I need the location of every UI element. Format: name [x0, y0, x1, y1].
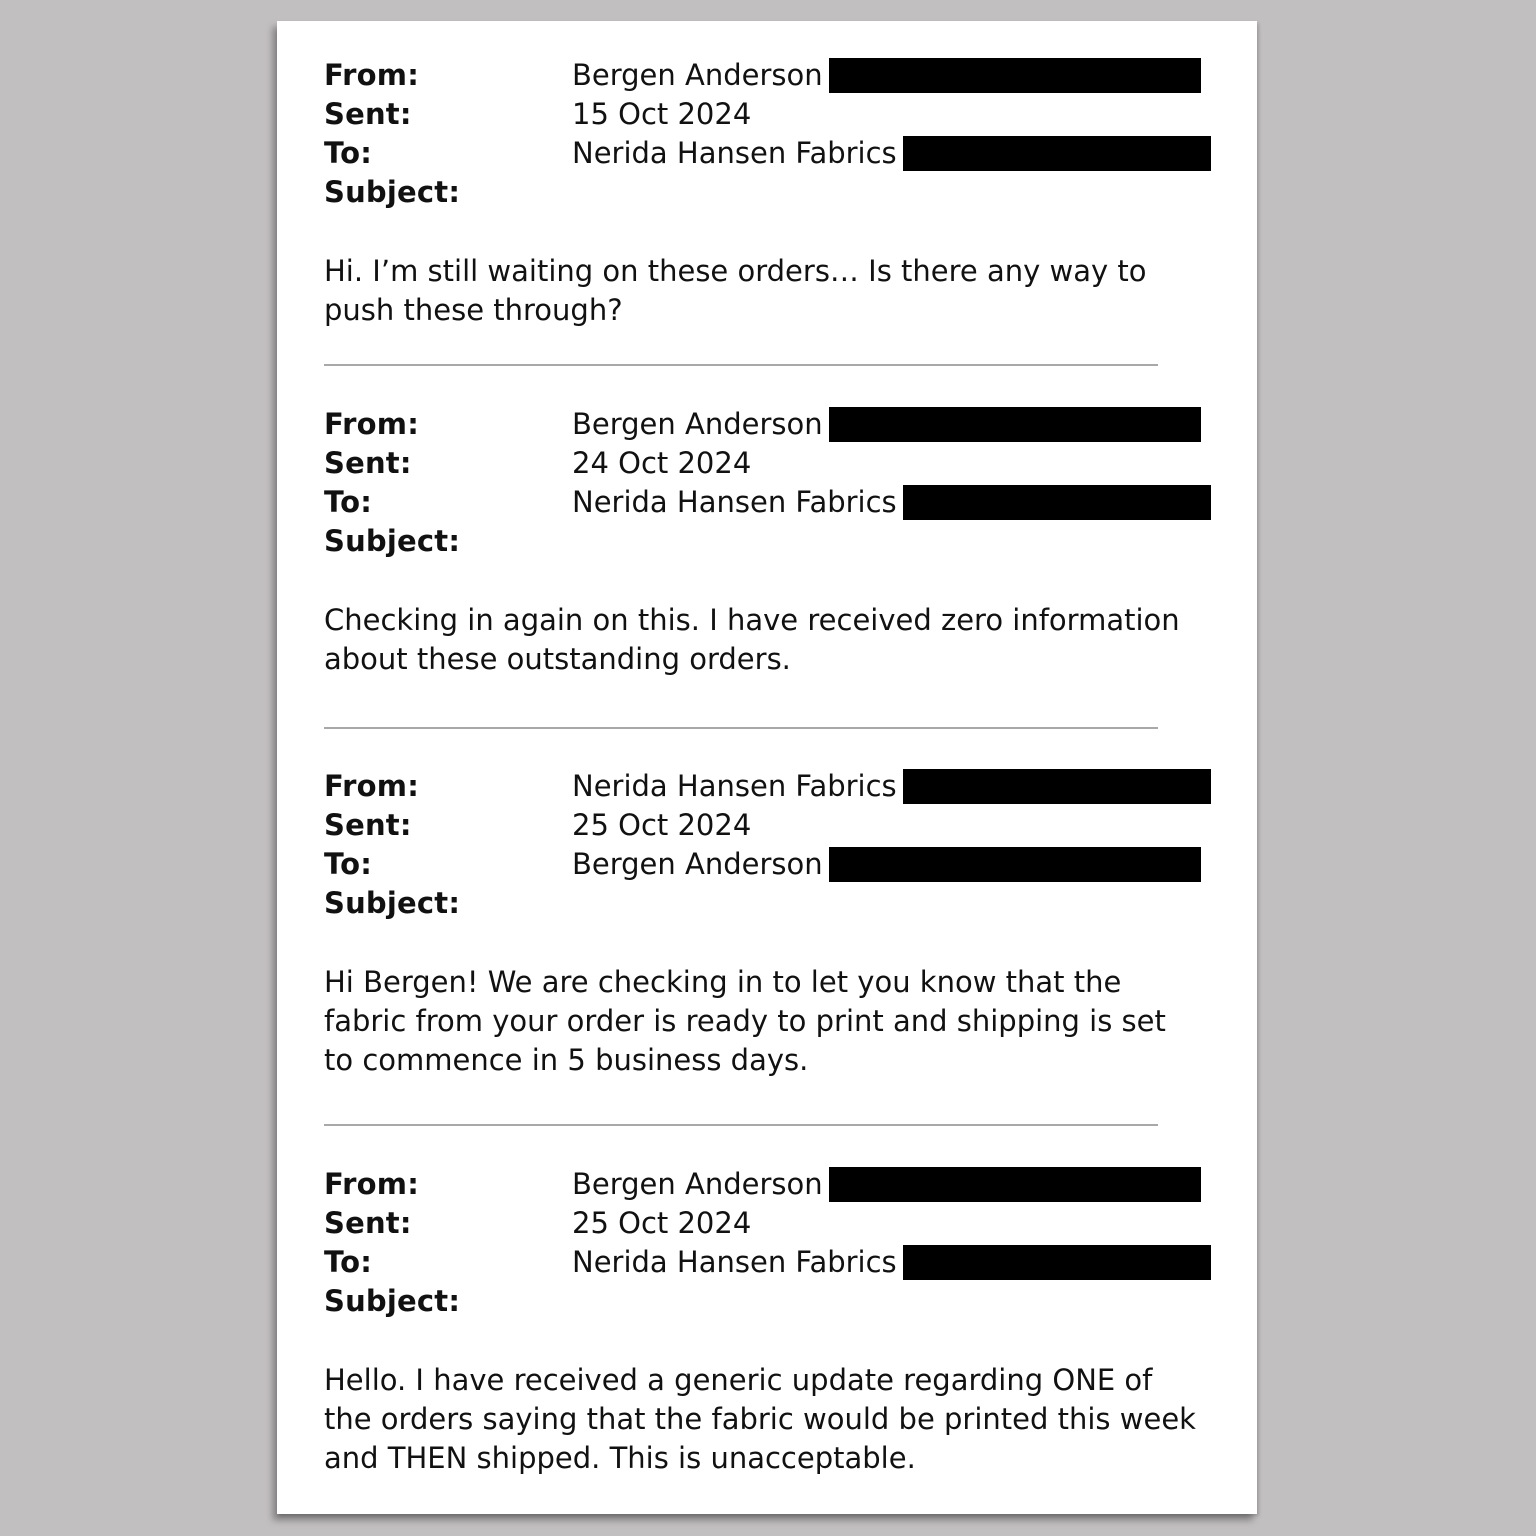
from-row [324, 1165, 1224, 1204]
sent-label: Sent: [324, 97, 412, 131]
sent-value [572, 1204, 751, 1243]
recipient-name: Bergen Anderson [572, 847, 823, 881]
sent-row [324, 444, 1224, 483]
sent-row [324, 1204, 1224, 1243]
to-value [572, 483, 1211, 522]
from-label: From: [324, 58, 419, 92]
from-label: From: [324, 769, 419, 803]
sent-value [572, 444, 751, 483]
subject-label: Subject: [324, 524, 461, 558]
sent-value [572, 95, 751, 134]
subject-label: Subject: [324, 886, 461, 920]
from-label: From: [324, 407, 419, 441]
sender-name: Bergen Anderson [572, 407, 823, 441]
redaction-bar [829, 1167, 1201, 1202]
recipient-name: Nerida Hansen Fabrics [572, 136, 897, 170]
redaction-bar [903, 1245, 1211, 1280]
divider [324, 1124, 1158, 1126]
email-message [324, 405, 1224, 679]
redaction-bar [903, 136, 1211, 171]
redaction-bar [829, 407, 1201, 442]
from-row [324, 767, 1224, 806]
sent-label: Sent: [324, 808, 412, 842]
sender-name: Bergen Anderson [572, 58, 823, 92]
to-row [324, 845, 1224, 884]
to-value [572, 1243, 1211, 1282]
email-message [324, 767, 1224, 1080]
to-label: To: [324, 1245, 373, 1279]
subject-row [324, 522, 1224, 561]
email-printout-page [277, 21, 1257, 1514]
sent-date: 15 Oct 2024 [572, 97, 752, 131]
email-message [324, 1165, 1224, 1478]
to-row [324, 483, 1224, 522]
divider [324, 727, 1158, 729]
recipient-name: Nerida Hansen Fabrics [572, 1245, 897, 1279]
email-body: Hello. I have received a generic update regarding ONE of the orders saying that the fabric would be printed this week and THEN shipped. This is unacceptable. [324, 1363, 1196, 1475]
from-label: From: [324, 1167, 419, 1201]
subject-row [324, 173, 1224, 212]
redaction-bar [903, 769, 1211, 804]
to-label: To: [324, 847, 373, 881]
divider [324, 364, 1158, 366]
sent-date: 24 Oct 2024 [572, 446, 752, 480]
recipient-name: Nerida Hansen Fabrics [572, 485, 897, 519]
redaction-bar [829, 847, 1201, 882]
sent-date: 25 Oct 2024 [572, 1206, 752, 1240]
from-value [572, 767, 1211, 806]
sent-date: 25 Oct 2024 [572, 808, 752, 842]
subject-label: Subject: [324, 1284, 461, 1318]
to-label: To: [324, 485, 373, 519]
to-label: To: [324, 136, 373, 170]
to-row [324, 134, 1224, 173]
subject-row [324, 1282, 1224, 1321]
from-value [572, 56, 1201, 95]
email-body: Hi. I’m still waiting on these orders… Is there any way to push these through? [324, 254, 1147, 327]
sent-row [324, 95, 1224, 134]
sent-value [572, 806, 751, 845]
from-value [572, 1165, 1201, 1204]
redaction-bar [903, 485, 1211, 520]
to-value [572, 134, 1211, 173]
sent-label: Sent: [324, 1206, 412, 1240]
from-value [572, 405, 1201, 444]
from-row [324, 56, 1224, 95]
sender-name: Nerida Hansen Fabrics [572, 769, 897, 803]
sent-row [324, 806, 1224, 845]
email-body: Checking in again on this. I have received zero information about these outstanding orders. [324, 603, 1180, 676]
redaction-bar [829, 58, 1201, 93]
to-row [324, 1243, 1224, 1282]
from-row [324, 405, 1224, 444]
sender-name: Bergen Anderson [572, 1167, 823, 1201]
email-body: Hi Bergen! We are checking in to let you know that the fabric from your order is ready to print and shipping is set to commence in 5 business days. [324, 965, 1166, 1077]
subject-label: Subject: [324, 175, 461, 209]
subject-row [324, 884, 1224, 923]
sent-label: Sent: [324, 446, 412, 480]
email-message [324, 56, 1224, 330]
to-value [572, 845, 1201, 884]
